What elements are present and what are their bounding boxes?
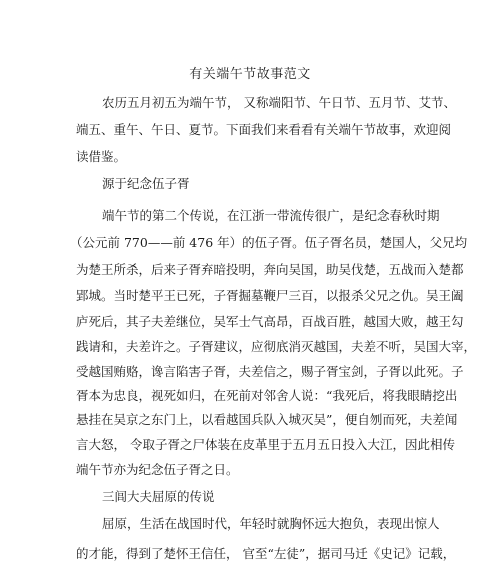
paragraph-line: 端午节亦为纪念伍子胥之日。 [76, 462, 239, 477]
document-title: 有关端午节故事范文 [189, 67, 311, 82]
paragraph-line: 为楚王所杀，后来子胥弃暗投明，奔向吴国，助吴伐楚，五战而入楚都 [76, 262, 464, 277]
paragraph-line: 受越国贿赂，谗言陷害子胥，夫差信之，赐子胥宝剑，子胥以此死。子 [76, 364, 464, 379]
paragraph-line: 端五、重午、午日、夏节。下面我们来看看有关端午节故事，欢迎阅 [76, 122, 452, 137]
paragraph-line: 屈原，生活在战国时代，年轻时就胸怀远大抱负，表现出惊人 [102, 516, 440, 531]
paragraph-line: （公元前 770——前 476 年）的伍子胥。伍子胥名员，楚国人，父兄均 [70, 235, 468, 250]
paragraph-line: 言大怒， 令取子胥之尸体装在皮革里于五月五日投入大江，因此相传 [76, 437, 455, 452]
paragraph-line: 践请和，夫差许之。子胥建议，应彻底消灭越国，夫差不听，吴国大宰， [76, 339, 477, 354]
section-heading: 源于纪念伍子胥 [102, 176, 190, 191]
section-heading: 三闾大夫屈原的传说 [102, 489, 215, 504]
paragraph-line: 庐死后，其子夫差继位，吴军士气高昂，百战百胜，越国大败，越王勾 [76, 314, 464, 329]
paragraph-line: 胥本为忠良，视死如归，在死前对邻舍人说：“我死后，将我眼睛挖出 [76, 388, 458, 403]
paragraph-line: 读借鉴。 [76, 149, 127, 164]
paragraph-line: 郢城。当时楚平王已死，子胥掘墓鞭尸三百，以报杀父兄之仇。吴王阖 [76, 288, 464, 303]
paragraph-line: 端午节的第二个传说，在江浙一带流传很广，是纪念春秋时期 [102, 208, 440, 223]
paragraph-line: 农历五月初五为端午节， 又称端阳节、午日节、五月节、艾节、 [102, 95, 456, 110]
paragraph-line: 悬挂在吴京之东门上，以看越国兵队入城灭吴”，便自刎而死，夫差闻 [76, 412, 458, 427]
paragraph-line: 的才能，得到了楚怀王信任， 官至“左徒”，据司马迁《史记》记载， [76, 546, 456, 561]
